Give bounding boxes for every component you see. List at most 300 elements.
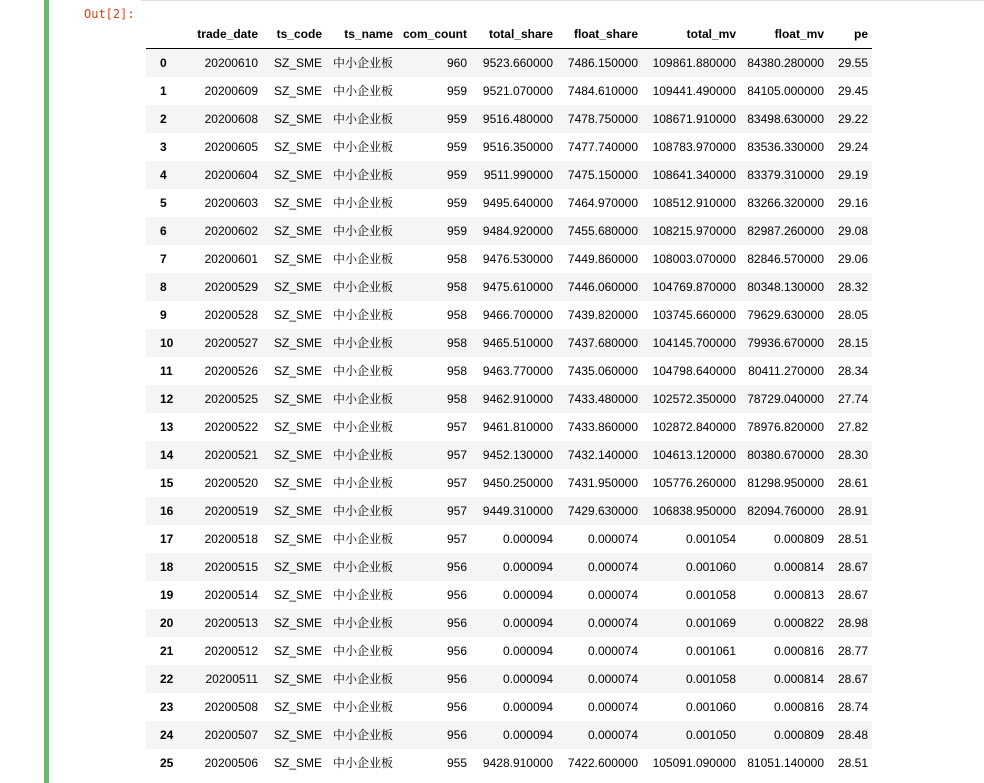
cell-com_count: 955	[446, 756, 467, 770]
cell-total_share: 0.000094	[502, 532, 553, 546]
cell-ts_code: SZ_SME	[273, 168, 322, 182]
cell-float_mv: 0.000813	[773, 588, 824, 602]
cell-total_mv: 0.001050	[685, 728, 736, 742]
cell-total_mv: 0.001060	[685, 700, 736, 714]
column-header-com_count: com_count	[397, 20, 471, 49]
row-index: 9	[160, 308, 167, 322]
cell-float_mv: 83379.310000	[747, 168, 824, 182]
row-index: 6	[160, 224, 167, 238]
cell-com_count: 956	[446, 616, 467, 630]
row-index: 13	[160, 420, 174, 434]
cell-total_share: 0.000094	[502, 616, 553, 630]
cell-com_count: 956	[446, 728, 467, 742]
cell-com_count: 958	[446, 364, 467, 378]
cell-ts_name: 中小企业板	[332, 56, 393, 70]
cell-ts_name: 中小企业板	[332, 728, 393, 742]
row-index: 12	[160, 392, 174, 406]
cell-com_count: 956	[446, 672, 467, 686]
cell-trade_date: 20200511	[205, 672, 258, 686]
cell-ts_name: 中小企业板	[332, 364, 393, 378]
cell-trade_date: 20200512	[204, 644, 258, 658]
cell-total_share: 9449.310000	[482, 504, 553, 518]
row-index: 1	[160, 84, 167, 98]
cell-pe: 28.51	[837, 756, 868, 770]
cell-float_mv: 84105.000000	[747, 84, 824, 98]
cell-total_mv: 0.001054	[685, 532, 736, 546]
cell-ts_code: SZ_SME	[273, 224, 322, 238]
cell-total_share: 9466.700000	[482, 308, 553, 322]
row-index: 22	[160, 672, 174, 686]
cell-com_count: 958	[446, 280, 467, 294]
table-row	[146, 161, 872, 189]
cell-total_share: 9465.510000	[482, 336, 553, 350]
cell-trade_date: 20200604	[204, 168, 258, 182]
cell-float_mv: 78976.820000	[747, 420, 824, 434]
cell-total_mv: 106838.950000	[652, 504, 736, 518]
cell-total_mv: 109861.880000	[652, 56, 736, 70]
cell-total_share: 0.000094	[502, 728, 553, 742]
cell-ts_name: 中小企业板	[332, 756, 393, 770]
cell-trade_date: 20200610	[204, 56, 258, 70]
cell-com_count: 957	[446, 532, 467, 546]
cell-pe: 29.22	[837, 112, 868, 126]
cell-pe: 28.61	[837, 476, 868, 490]
cell-pe: 28.51	[837, 532, 868, 546]
notebook-gutter	[0, 0, 44, 783]
cell-trade_date: 20200602	[204, 224, 258, 238]
cell-trade_date: 20200508	[204, 700, 258, 714]
cell-ts_code: SZ_SME	[273, 476, 322, 490]
cell-total_share: 9476.530000	[482, 252, 553, 266]
cell-com_count: 959	[446, 112, 467, 126]
cell-com_count: 959	[446, 84, 467, 98]
cell-ts_code: SZ_SME	[273, 644, 322, 658]
cell-float_share: 0.000074	[587, 588, 638, 602]
cell-trade_date: 20200514	[204, 588, 258, 602]
table-row	[146, 721, 872, 749]
row-index: 2	[160, 112, 167, 126]
cell-trade_date: 20200521	[204, 448, 258, 462]
cell-total_share: 9521.070000	[482, 84, 553, 98]
cell-total_mv: 104613.120000	[652, 448, 736, 462]
cell-trade_date: 20200515	[204, 560, 258, 574]
cell-float_share: 7429.630000	[567, 504, 638, 518]
cell-com_count: 959	[446, 224, 467, 238]
cell-ts_code: SZ_SME	[273, 252, 322, 266]
cell-pe: 28.67	[837, 560, 868, 574]
cell-ts_name: 中小企业板	[332, 616, 393, 630]
cell-pe: 27.74	[837, 392, 868, 406]
cell-float_mv: 0.000809	[773, 728, 824, 742]
row-index: 19	[160, 588, 174, 602]
cell-total_share: 9495.640000	[482, 196, 553, 210]
cell-ts_name: 中小企业板	[332, 560, 393, 574]
table-row	[146, 273, 872, 301]
cell-pe: 29.08	[837, 224, 868, 238]
table-row	[146, 469, 872, 497]
cell-trade_date: 20200520	[204, 476, 258, 490]
cell-ts_code: SZ_SME	[273, 196, 322, 210]
row-index: 10	[160, 336, 174, 350]
cell-total_share: 9516.480000	[482, 112, 553, 126]
row-index: 11	[160, 364, 173, 378]
cell-pe: 29.06	[837, 252, 868, 266]
cell-float_mv: 0.000809	[773, 532, 824, 546]
header-row	[146, 20, 872, 49]
cell-com_count: 958	[446, 252, 467, 266]
cell-total_mv: 104145.700000	[652, 336, 736, 350]
cell-float_share: 7433.480000	[567, 392, 638, 406]
cell-trade_date: 20200603	[204, 196, 258, 210]
cell-com_count: 958	[446, 336, 467, 350]
row-index: 21	[160, 644, 174, 658]
row-index: 7	[160, 252, 167, 266]
table-row	[146, 217, 872, 245]
table-row	[146, 413, 872, 441]
table-row	[146, 441, 872, 469]
cell-trade_date: 20200513	[204, 616, 258, 630]
column-header-index	[146, 20, 184, 49]
cell-pe: 28.67	[837, 672, 868, 686]
cell-total_mv: 108641.340000	[652, 168, 736, 182]
cell-total_share: 0.000094	[502, 644, 553, 658]
cell-pe: 28.30	[837, 448, 868, 462]
cell-total_mv: 103745.660000	[652, 308, 736, 322]
cell-trade_date: 20200527	[204, 336, 258, 350]
cell-float_mv: 80411.270000	[748, 364, 824, 378]
cell-total_mv: 0.001058	[685, 588, 736, 602]
cell-total_share: 9461.810000	[482, 420, 553, 434]
table-row	[146, 301, 872, 329]
column-header-pe: pe	[828, 20, 872, 49]
cell-ts_code: SZ_SME	[273, 112, 322, 126]
cell-pe: 28.05	[837, 308, 868, 322]
cell-total_mv: 105776.260000	[652, 476, 736, 490]
cell-com_count: 958	[446, 308, 467, 322]
dataframe-table	[146, 20, 872, 777]
cell-float_mv: 0.000814	[773, 560, 824, 574]
table-row	[146, 749, 872, 777]
table-row	[146, 357, 872, 385]
cell-float_mv: 81051.140000	[747, 756, 824, 770]
cell-float_share: 7431.950000	[567, 476, 638, 490]
cell-ts_code: SZ_SME	[273, 700, 322, 714]
cell-trade_date: 20200518	[204, 532, 258, 546]
cell-ts_code: SZ_SME	[273, 140, 322, 154]
cell-total_share: 9516.350000	[482, 140, 553, 154]
table-body	[146, 49, 872, 778]
cell-ts_name: 中小企业板	[332, 392, 393, 406]
cell-ts_code: SZ_SME	[273, 280, 322, 294]
cell-com_count: 957	[446, 504, 467, 518]
cell-trade_date: 20200608	[204, 112, 258, 126]
cell-ts_code: SZ_SME	[273, 756, 322, 770]
cell-trade_date: 20200522	[204, 420, 258, 434]
cell-ts_name: 中小企业板	[332, 420, 393, 434]
table-row	[146, 49, 872, 78]
cell-ts_code: SZ_SME	[273, 504, 322, 518]
column-header-float_mv: float_mv	[740, 20, 828, 49]
output-prompt: Out[2]:	[84, 7, 135, 21]
table-row	[146, 497, 872, 525]
cell-float_share: 7464.970000	[567, 196, 638, 210]
cell-ts_name: 中小企业板	[332, 112, 393, 126]
column-header-ts_name: ts_name	[326, 20, 397, 49]
cell-trade_date: 20200605	[204, 140, 258, 154]
row-index: 18	[160, 560, 174, 574]
cell-float_mv: 82094.760000	[747, 504, 824, 518]
cell-float_share: 7422.600000	[567, 756, 638, 770]
cell-pe: 28.48	[837, 728, 868, 742]
column-header-total_share: total_share	[471, 20, 557, 49]
table-row	[146, 77, 872, 105]
cell-trade_date: 20200528	[204, 308, 258, 322]
cell-ts_code: SZ_SME	[273, 308, 322, 322]
cell-float_share: 0.000074	[587, 700, 638, 714]
column-header-float_share: float_share	[557, 20, 642, 49]
cell-trade_date: 20200507	[204, 728, 258, 742]
cell-com_count: 959	[446, 168, 467, 182]
cell-ts_code: SZ_SME	[273, 532, 322, 546]
cell-pe: 28.91	[837, 504, 868, 518]
cell-float_mv: 82987.260000	[747, 224, 824, 238]
cell-float_mv: 0.000822	[773, 616, 824, 630]
cell-ts_name: 中小企业板	[332, 644, 393, 658]
cell-float_mv: 79629.630000	[747, 308, 824, 322]
cell-float_mv: 80380.670000	[747, 448, 824, 462]
cell-float_share: 7439.820000	[567, 308, 638, 322]
cell-pe: 28.77	[837, 644, 868, 658]
cell-float_mv: 83536.330000	[747, 140, 824, 154]
cell-ts_name: 中小企业板	[332, 84, 393, 98]
cell-total_mv: 102872.840000	[652, 420, 736, 434]
cell-com_count: 956	[446, 560, 467, 574]
cell-pe: 28.67	[837, 588, 868, 602]
cell-trade_date: 20200506	[204, 756, 258, 770]
table-row	[146, 609, 872, 637]
row-index: 16	[160, 504, 174, 518]
cell-float_share: 0.000074	[587, 728, 638, 742]
cell-float_mv: 82846.570000	[747, 252, 824, 266]
cell-ts_code: SZ_SME	[273, 364, 322, 378]
cell-float_share: 7435.060000	[567, 364, 638, 378]
cell-pe: 29.19	[837, 168, 868, 182]
cell-ts_code: SZ_SME	[273, 672, 322, 686]
cell-com_count: 957	[446, 448, 467, 462]
cell-ts_name: 中小企业板	[332, 700, 393, 714]
table-row	[146, 693, 872, 721]
cell-selection-bar[interactable]	[44, 0, 49, 783]
cell-com_count: 956	[446, 588, 467, 602]
cell-trade_date: 20200601	[204, 252, 258, 266]
cell-ts_code: SZ_SME	[273, 392, 322, 406]
cell-pe: 27.82	[837, 420, 868, 434]
cell-float_share: 7478.750000	[567, 112, 638, 126]
cell-com_count: 957	[446, 476, 467, 490]
cell-pe: 29.16	[837, 196, 868, 210]
cell-total_mv: 0.001069	[685, 616, 736, 630]
cell-ts_name: 中小企业板	[332, 476, 393, 490]
cell-float_mv: 0.000816	[773, 700, 824, 714]
cell-total_share: 9484.920000	[482, 224, 553, 238]
cell-float_share: 7449.860000	[567, 252, 638, 266]
cell-ts_name: 中小企业板	[332, 196, 393, 210]
table-row	[146, 245, 872, 273]
cell-total_share: 9523.660000	[482, 56, 553, 70]
cell-pe: 28.74	[837, 700, 868, 714]
cell-pe: 28.98	[837, 616, 868, 630]
cell-ts_name: 中小企业板	[332, 280, 393, 294]
cell-ts_name: 中小企业板	[332, 252, 393, 266]
cell-float_share: 7475.150000	[567, 168, 638, 182]
cell-total_mv: 0.001061	[685, 644, 736, 658]
cell-ts_code: SZ_SME	[273, 616, 322, 630]
cell-com_count: 958	[446, 392, 467, 406]
cell-ts_name: 中小企业板	[332, 672, 393, 686]
table-row	[146, 637, 872, 665]
cell-total_mv: 108215.970000	[652, 224, 736, 238]
cell-ts_name: 中小企业板	[332, 224, 393, 238]
cell-total_mv: 108671.910000	[652, 112, 736, 126]
cell-pe: 29.45	[837, 84, 868, 98]
cell-float_mv: 79936.670000	[747, 336, 824, 350]
cell-ts_name: 中小企业板	[332, 588, 393, 602]
cell-pe: 29.55	[837, 56, 868, 70]
cell-ts_code: SZ_SME	[273, 84, 322, 98]
cell-ts_name: 中小企业板	[332, 532, 393, 546]
cell-total_mv: 104798.640000	[652, 364, 736, 378]
cell-float_share: 7437.680000	[567, 336, 638, 350]
cell-total_share: 9428.910000	[482, 756, 553, 770]
cell-total_share: 9463.770000	[482, 364, 553, 378]
cell-total_share: 9450.250000	[482, 476, 553, 490]
table-row	[146, 581, 872, 609]
table-row	[146, 525, 872, 553]
cell-com_count: 959	[446, 140, 467, 154]
cell-pe: 28.32	[837, 280, 868, 294]
column-header-trade_date: trade_date	[184, 20, 262, 49]
cell-com_count: 957	[446, 420, 467, 434]
cell-float_share: 0.000074	[587, 560, 638, 574]
cell-trade_date: 20200526	[204, 364, 258, 378]
row-index: 3	[160, 140, 167, 154]
cell-float_share: 7477.740000	[567, 140, 638, 154]
cell-com_count: 959	[446, 196, 467, 210]
cell-ts_name: 中小企业板	[332, 336, 393, 350]
cell-ts_code: SZ_SME	[273, 588, 322, 602]
row-index: 5	[160, 196, 167, 210]
row-index: 23	[160, 700, 174, 714]
cell-trade_date: 20200609	[204, 84, 258, 98]
cell-total_mv: 102572.350000	[652, 392, 736, 406]
cell-total_share: 9452.130000	[482, 448, 553, 462]
cell-ts_code: SZ_SME	[273, 56, 322, 70]
cell-total_mv: 105091.090000	[652, 756, 736, 770]
row-index: 25	[160, 756, 174, 770]
cell-ts_code: SZ_SME	[273, 336, 322, 350]
cell-float_mv: 0.000816	[773, 644, 824, 658]
row-index: 24	[160, 728, 174, 742]
column-header-total_mv: total_mv	[642, 20, 740, 49]
cell-float_mv: 84380.280000	[747, 56, 824, 70]
cell-total_share: 0.000094	[502, 560, 553, 574]
table-row	[146, 189, 872, 217]
cell-com_count: 956	[446, 644, 467, 658]
cell-ts_name: 中小企业板	[332, 308, 393, 322]
cell-ts_code: SZ_SME	[273, 448, 322, 462]
row-index: 15	[160, 476, 174, 490]
cell-total_mv: 0.001058	[685, 672, 736, 686]
cell-com_count: 960	[446, 56, 467, 70]
cell-total_mv: 109441.490000	[652, 84, 736, 98]
row-index: 17	[160, 532, 174, 546]
cell-total_mv: 104769.870000	[652, 280, 736, 294]
table-row	[146, 133, 872, 161]
cell-pe: 29.24	[837, 140, 868, 154]
column-header-ts_code: ts_code	[262, 20, 326, 49]
cell-float_share: 7486.150000	[567, 56, 638, 70]
table-row	[146, 329, 872, 357]
table-row	[146, 105, 872, 133]
cell-ts_name: 中小企业板	[332, 504, 393, 518]
cell-total_mv: 108003.070000	[652, 252, 736, 266]
table-row	[146, 553, 872, 581]
cell-ts_code: SZ_SME	[273, 728, 322, 742]
cell-total_mv: 108783.970000	[652, 140, 736, 154]
row-index: 20	[160, 616, 174, 630]
cell-ts_name: 中小企业板	[332, 448, 393, 462]
table-row	[146, 665, 872, 693]
cell-float_share: 7433.860000	[567, 420, 638, 434]
cell-total_share: 9511.990000	[483, 168, 553, 182]
cell-float_share: 7455.680000	[567, 224, 638, 238]
table-header	[146, 20, 872, 49]
table-row	[146, 385, 872, 413]
row-index: 0	[160, 56, 167, 70]
cell-float_mv: 83498.630000	[747, 112, 824, 126]
cell-total_mv: 0.001060	[685, 560, 736, 574]
cell-float_share: 7484.610000	[567, 84, 638, 98]
cell-com_count: 956	[446, 700, 467, 714]
cell-trade_date: 20200529	[204, 280, 258, 294]
cell-total_share: 9462.910000	[482, 392, 553, 406]
cell-float_share: 0.000074	[587, 644, 638, 658]
cell-float_mv: 0.000814	[773, 672, 824, 686]
cell-pe: 28.15	[837, 336, 868, 350]
cell-float_mv: 81298.950000	[747, 476, 824, 490]
cell-total_share: 9475.610000	[482, 280, 553, 294]
cell-pe: 28.34	[837, 364, 868, 378]
previous-cell-border	[141, 0, 984, 1]
cell-ts_code: SZ_SME	[273, 560, 322, 574]
cell-float_share: 7446.060000	[567, 280, 638, 294]
cell-float_share: 0.000074	[587, 616, 638, 630]
cell-ts_name: 中小企业板	[332, 168, 393, 182]
cell-trade_date: 20200525	[204, 392, 258, 406]
cell-total_share: 0.000094	[502, 672, 553, 686]
cell-float_mv: 83266.320000	[747, 196, 824, 210]
cell-total_mv: 108512.910000	[652, 196, 736, 210]
cell-float_share: 7432.140000	[567, 448, 638, 462]
cell-ts_name: 中小企业板	[332, 140, 393, 154]
cell-total_share: 0.000094	[502, 700, 553, 714]
cell-float_share: 0.000074	[587, 672, 638, 686]
cell-float_mv: 78729.040000	[747, 392, 824, 406]
row-index: 14	[160, 448, 174, 462]
cell-float_share: 0.000074	[587, 532, 638, 546]
cell-trade_date: 20200519	[204, 504, 258, 518]
cell-float_mv: 80348.130000	[747, 280, 824, 294]
